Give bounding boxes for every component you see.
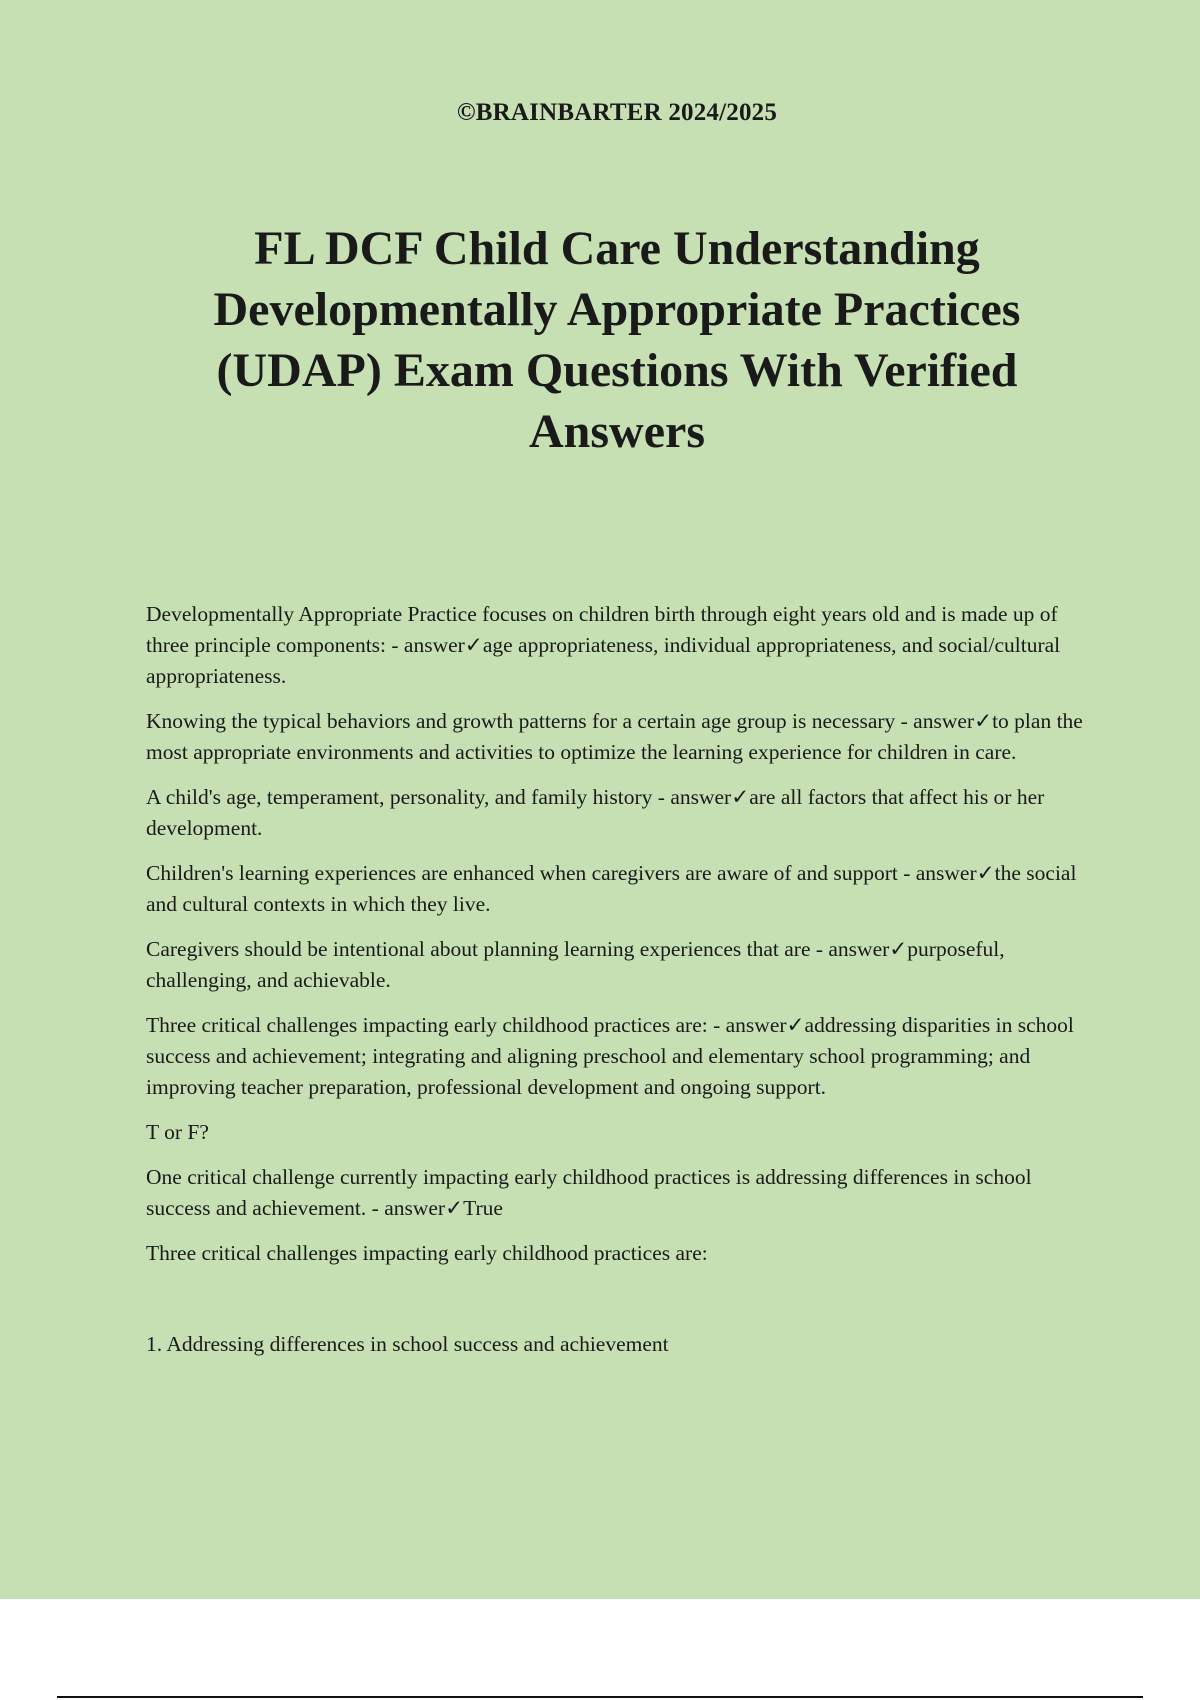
document-title: FL DCF Child Care Understanding Developmentally Appropriate Practices (UDAP) Exam Questions With Verified Answers — [213, 222, 1021, 458]
paragraph-development-factors: A child's age, temperament, personality, and family history - answer✓are all factors that affect his or her development. — [146, 785, 1045, 840]
document-body — [146, 599, 1092, 1374]
list-item-challenge-1: 1. Addressing differences in school success and achievement — [146, 1332, 669, 1356]
paragraph-true-false: T or F? — [146, 1120, 209, 1144]
footer-divider — [57, 1696, 1143, 1698]
paragraph-social-cultural: Children's learning experiences are enhanced when caregivers are aware of and support - answer✓the social and cultural contexts in which they live. — [146, 861, 1077, 916]
copyright-header: ©BRAINBARTER 2024/2025 — [456, 99, 778, 126]
paragraph-intentional-planning: Caregivers should be intentional about planning learning experiences that are - answer✓purposeful, challenging, and achievable. — [146, 937, 1005, 992]
paragraph-growth-patterns: Knowing the typical behaviors and growth patterns for a certain age group is necessary - answer✓to plan the most appropriate environments and activities to optimize the learning experience for children in care. — [146, 709, 1083, 764]
paragraph-challenges-list-intro: Three critical challenges impacting early childhood practices are: — [146, 1241, 708, 1265]
paragraph-dap-components: Developmentally Appropriate Practice focuses on children birth through eight years old and is made up of three principle components: - answer✓age appropriateness, individual appropriateness, and social/cultural appropriateness. — [146, 602, 1061, 688]
paragraph-critical-challenges: Three critical challenges impacting early childhood practices are: - answer✓addressing disparities in school success and achievement; integrating and aligning preschool and elementary school programming; and improving teacher preparation, professional development and ongoing support. — [146, 1013, 1074, 1099]
paragraph-challenge-true: One critical challenge currently impacting early childhood practices is addressing differences in school success and achievement. - answer✓True — [146, 1165, 1032, 1220]
